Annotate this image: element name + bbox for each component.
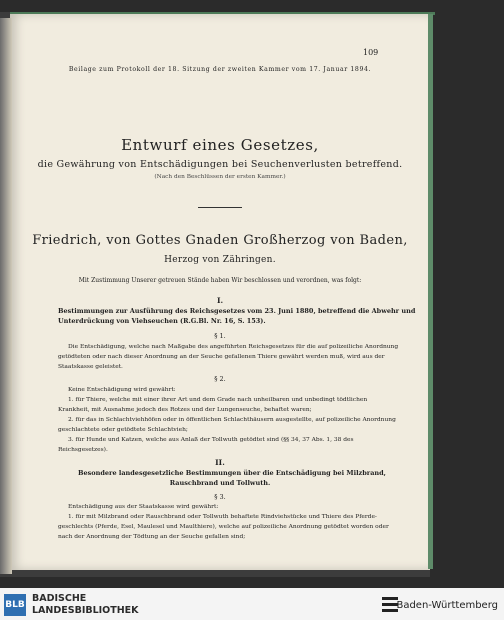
section-2-heading-line-2: Rauschbrand und Tollwuth. [169, 479, 271, 487]
paragraph-3-line: 1. für mit Milzbrand oder Rauschbrand oder Tollwuth behaftete Rindviehstücke und Thiere des Pferde- [68, 514, 377, 520]
section-1-heading-line-2: Unterdrückung von Viehseuchen (R.G.Bl. Nr. 16, S. 153). [58, 317, 266, 325]
paragraph-2-line: 2. für das in Schlachtviehhöfen oder in öffentlichen Schlachthäusern ausgestellte, auf polizeiliche Anordnung [68, 417, 396, 423]
divider [198, 207, 242, 208]
book-spine-shadow [0, 18, 12, 574]
paragraph-2-line: Keine Entschädigung wird gewährt: [68, 387, 176, 393]
blb-name[interactable] [32, 593, 139, 617]
paragraph-2-line: Reichsgesetzes). [58, 447, 108, 453]
paragraph-1-line: getödteten oder nach dieser Anordnung an der Seuche gefallenen Thiere gewährt werden muß, wird aus der [58, 354, 385, 360]
document-title: Entwurf eines Gesetzes, [121, 136, 319, 154]
page-header: Beilage zum Protokoll der 18. Sitzung der zweiten Kammer vom 17. Januar 1894. [68, 66, 372, 73]
paragraph-2-line: geschlachtete oder getödtete Schlachtvieh; [58, 427, 188, 433]
author-line-2: Herzog von Zähringen. [164, 255, 276, 265]
paragraph-3-label: § 3. [214, 493, 226, 501]
section-2-heading-line-1: Besondere landesgesetzliche Bestimmungen über die Entschädigung bei Milzbrand, [78, 469, 386, 477]
paragraph-2-label: § 2. [214, 375, 226, 383]
intro-text: Mit Zustimmung Unserer getreuen Stände haben Wir beschlossen und verordnen, was folgt: [78, 277, 362, 284]
book-cover-edge-right [428, 14, 433, 569]
paragraph-3-line: Entschädigung aus der Staatskasse wird gewährt: [68, 504, 219, 510]
paragraph-2-line: 1. für Thiere, welche mit einer ihrer Art und dem Grade nach unheilbaren und unbedingt tödtlichen [68, 397, 368, 403]
paragraph-2-line: Krankheit, mit Ausnahme jedoch des Rotzes und der Lungenseuche, behaftet waren; [58, 407, 312, 413]
paragraph-1-line: Die Entschädigung, welche nach Maßgabe des angeführten Reichsgesetzes für die auf polizeiliche Anordnung [68, 344, 399, 350]
section-1-heading-line-1: Bestimmungen zur Ausführung des Reichsgesetzes vom 23. Juni 1880, betreffend die Abwehr und [58, 307, 416, 315]
page-number: 109 [363, 48, 379, 57]
blb-logo-icon[interactable]: BLB [4, 594, 26, 616]
paragraph-2-line: 3. für Hunde und Katzen, welche aus Anlaß der Tollwuth getödtet sind (§§ 34, 37 Abs. 1, 38 des [68, 437, 354, 443]
paragraph-3-line: geschlechts (Pferde, Esel, Maulesel und Maulthiere), welche auf polizeiliche Anordnung getödtet worden oder [58, 524, 389, 530]
blb-name-line-1: BADISCHE [32, 593, 87, 604]
document-note: (Nach den Beschlüssen der ersten Kammer.) [154, 174, 286, 180]
paragraph-3-line: nach der Anordnung der Tödtung an der Seuche gefallen sind; [58, 534, 246, 540]
document-subtitle: die Gewährung von Entschädigungen bei Seuchenverlusten betreffend. [37, 159, 403, 170]
section-2-number: II. [215, 458, 225, 467]
blb-name-line-2: LANDESBIBLIOTHEK [32, 605, 139, 616]
document-page [10, 14, 430, 570]
author-line-1: Friedrich, von Gottes Gnaden Großherzog von Baden, [32, 233, 408, 248]
paragraph-1-line: Staatskasse geleistet. [58, 364, 123, 370]
section-1-number: I. [216, 296, 224, 305]
baden-wuerttemberg-label[interactable]: Baden-Württemberg [396, 600, 498, 611]
paragraph-1-label: § 1. [214, 332, 226, 340]
